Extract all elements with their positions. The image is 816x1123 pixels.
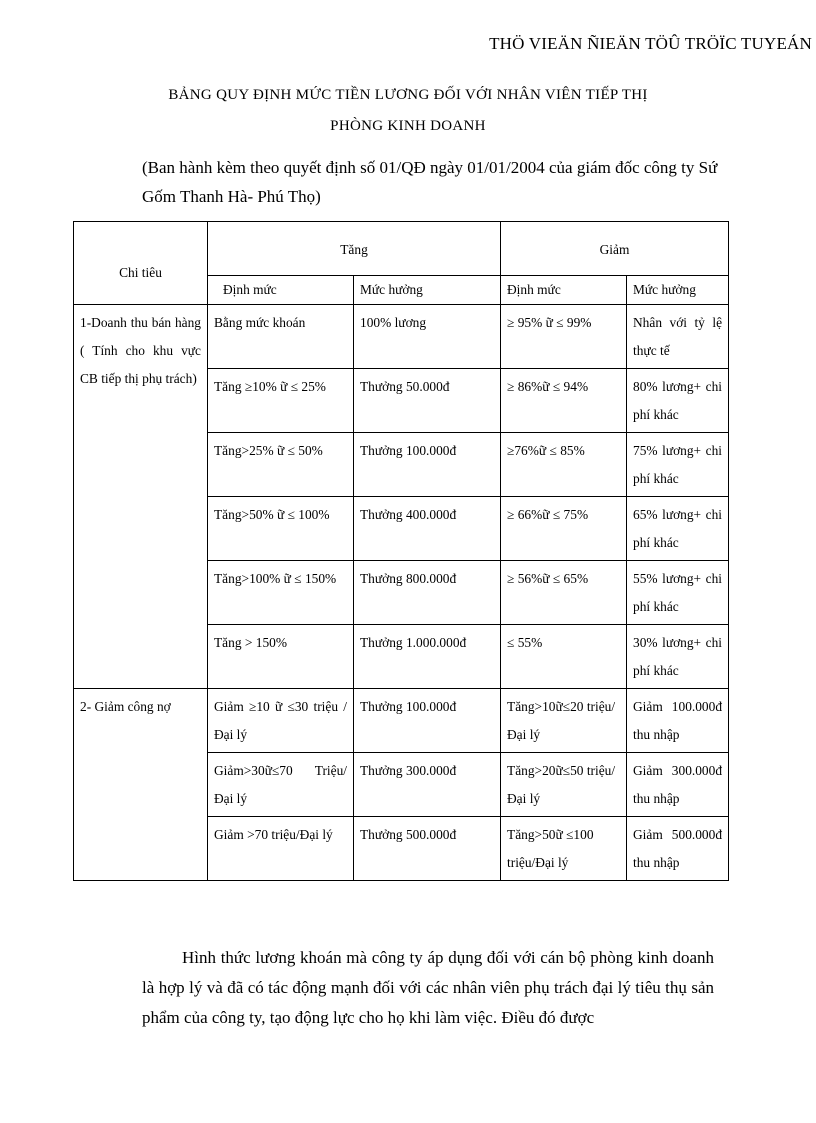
decrease-benefit-cell: Giảm 100.000đ thu nhập xyxy=(627,689,729,753)
header-increase: Tăng xyxy=(208,222,501,276)
increase-benefit-cell: Thưởng 100.000đ xyxy=(354,689,501,753)
increase-norm-cell: Tăng>50% ữ ≤ 100% xyxy=(208,497,354,561)
document-title-department: PHÒNG KINH DOANH xyxy=(330,118,486,134)
table-header-row xyxy=(74,222,729,276)
subheader-decrease-benefit: Mức hưởng xyxy=(627,276,729,305)
body-paragraph xyxy=(142,943,714,1033)
subheader-decrease-norm: Định mức xyxy=(501,276,627,305)
table-row xyxy=(74,305,729,369)
increase-benefit-cell: Thưởng 400.000đ xyxy=(354,497,501,561)
document-subtitle: (Ban hành kèm theo quyết định số 01/QĐ ngày 01/01/2004 của giám đốc công ty Sứ Gốm Thanh Hà- Phú Thọ) xyxy=(142,158,718,206)
increase-norm-cell: Bằng mức khoán xyxy=(208,305,354,369)
increase-benefit-cell: Thưởng 500.000đ xyxy=(354,817,501,881)
increase-norm-cell: Giảm>30ữ≤70 Triệu/Đại lý xyxy=(208,753,354,817)
header-decrease: Giảm xyxy=(501,222,729,276)
decrease-benefit-cell: 75% lương+ chi phí khác xyxy=(627,433,729,497)
decrease-norm-cell: Tăng>20ữ≤50 triệu/Đại lý xyxy=(501,753,627,817)
increase-benefit-cell: Thưởng 300.000đ xyxy=(354,753,501,817)
decrease-norm-cell: Tăng>10ữ≤20 triệu/Đại lý xyxy=(501,689,627,753)
decrease-norm-cell: Tăng>50ữ ≤100 triệu/Đại lý xyxy=(501,817,627,881)
decrease-norm-cell: ≥ 56%ữ ≤ 65% xyxy=(501,561,627,625)
subheader-increase-benefit: Mức hưởng xyxy=(354,276,501,305)
increase-benefit-cell: Thưởng 1.000.000đ xyxy=(354,625,501,689)
decrease-norm-cell: ≥76%ữ ≤ 85% xyxy=(501,433,627,497)
decrease-benefit-cell: 65% lương+ chi phí khác xyxy=(627,497,729,561)
indicator-label: 2- Giảm công nợ xyxy=(74,689,208,881)
decrease-benefit-cell: 55% lương+ chi phí khác xyxy=(627,561,729,625)
increase-norm-cell: Giảm >70 triệu/Đại lý xyxy=(208,817,354,881)
indicator-label: 1-Doanh thu bán hàng ( Tính cho khu vực CB tiếp thị phụ trách) xyxy=(74,305,208,689)
increase-benefit-cell: Thưởng 50.000đ xyxy=(354,369,501,433)
increase-norm-cell: Tăng ≥10% ữ ≤ 25% xyxy=(208,369,354,433)
increase-norm-cell: Tăng > 150% xyxy=(208,625,354,689)
decrease-benefit-cell: Nhân với tỷ lệ thực tế xyxy=(627,305,729,369)
increase-norm-cell: Giảm ≥10 ữ ≤30 triệu /Đại lý xyxy=(208,689,354,753)
decrease-norm-cell: ≥ 66%ữ ≤ 75% xyxy=(501,497,627,561)
decrease-benefit-cell: Giảm 500.000đ thu nhập xyxy=(627,817,729,881)
decrease-norm-cell: ≤ 55% xyxy=(501,625,627,689)
header-indicator: Chi tiêu xyxy=(74,222,208,305)
body-paragraph-text: Hình thức lương khoán mà công ty áp dụng đối với cán bộ phòng kinh doanh là hợp lý và đã có tác động mạnh đối với các nhân viên phụ trách đại lý tiêu thụ sản phẩm của công ty, tạo động lực cho họ khi làm việc. Điều đó được xyxy=(142,948,714,1027)
increase-norm-cell: Tăng>25% ữ ≤ 50% xyxy=(208,433,354,497)
increase-benefit-cell: Thưởng 800.000đ xyxy=(354,561,501,625)
increase-benefit-cell: 100% lương xyxy=(354,305,501,369)
decrease-benefit-cell: Giảm 300.000đ thu nhập xyxy=(627,753,729,817)
decrease-norm-cell: ≥ 95% ữ ≤ 99% xyxy=(501,305,627,369)
increase-benefit-cell: Thưởng 100.000đ xyxy=(354,433,501,497)
decrease-benefit-cell: 30% lương+ chi phí khác xyxy=(627,625,729,689)
library-header: THÖ VIEÄN ÑIEÄN TÖÛ TRÖÏC TUYEÁN xyxy=(489,34,812,53)
subheader-increase-norm: Định mức xyxy=(208,276,354,305)
document-title: BẢNG QUY ĐỊNH MỨC TIỀN LƯƠNG ĐỐI VỚI NHÂN VIÊN TIẾP THỊ xyxy=(168,87,648,103)
increase-norm-cell: Tăng>100% ữ ≤ 150% xyxy=(208,561,354,625)
decrease-norm-cell: ≥ 86%ữ ≤ 94% xyxy=(501,369,627,433)
decrease-benefit-cell: 80% lương+ chi phí khác xyxy=(627,369,729,433)
salary-rules-table xyxy=(73,221,729,881)
table-row xyxy=(74,689,729,753)
table-body xyxy=(74,305,729,881)
